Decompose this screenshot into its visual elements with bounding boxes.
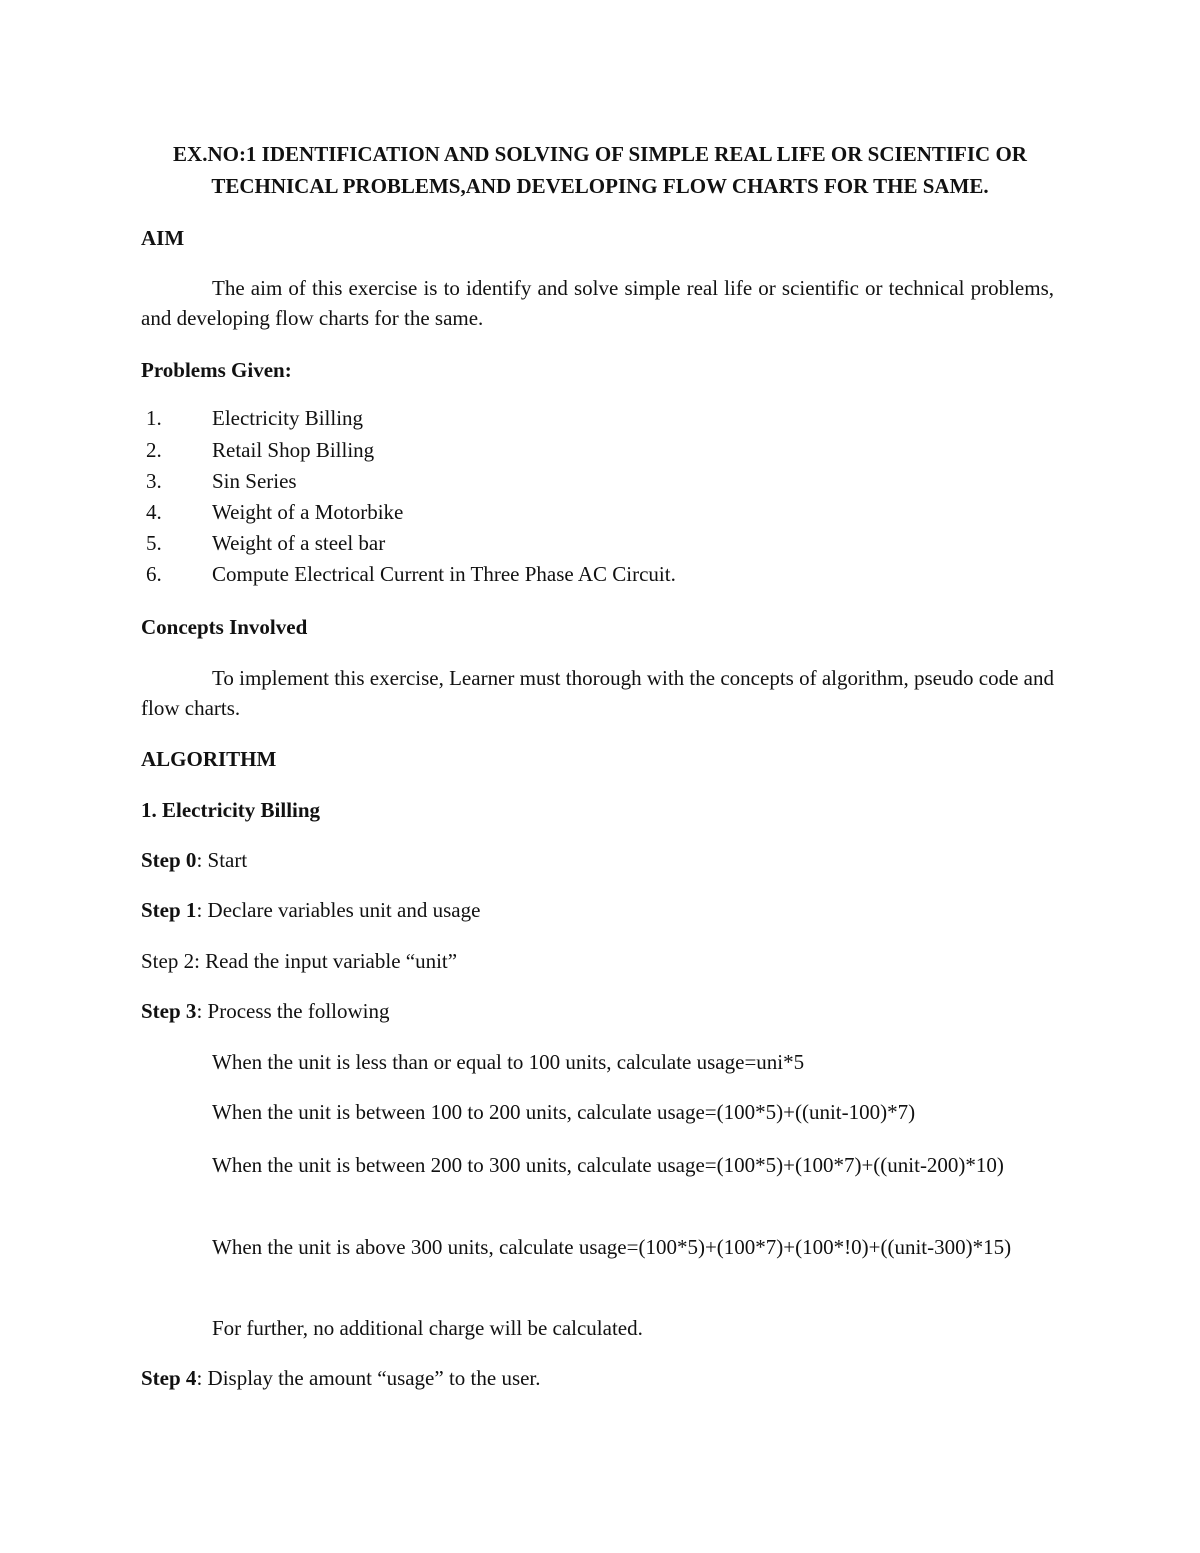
list-item <box>146 438 374 463</box>
condition-line: When the unit is between 200 to 300 units, calculate usage=(100*5)+(100*7)+((unit-200)*10) <box>212 1153 1004 1177</box>
list-text: Compute Electrical Current in Three Phase AC Circuit. <box>212 562 676 586</box>
list-text: Weight of a steel bar <box>212 531 386 555</box>
list-number: 1. <box>146 406 162 430</box>
list-text: Retail Shop Billing <box>212 438 375 462</box>
condition-line: For further, no additional charge will be calculated. <box>212 1316 643 1340</box>
list-item <box>146 469 297 494</box>
document-title-line-1: EX.NO:1 IDENTIFICATION AND SOLVING OF SIMPLE REAL LIFE OR SCIENTIFIC OR <box>173 142 1027 166</box>
list-item <box>146 406 363 431</box>
condition-line: When the unit is between 100 to 200 units, calculate usage=(100*5)+((unit-100)*7) <box>212 1100 916 1124</box>
list-text: Sin Series <box>212 469 297 493</box>
list-number: 4. <box>146 500 162 524</box>
concepts-paragraph: To implement this exercise, Learner must thorough with the concepts of algorithm, pseudo code and flow charts. <box>141 666 1054 720</box>
concepts-heading: Concepts Involved <box>141 615 308 639</box>
aim-paragraph: The aim of this exercise is to identify and solve simple real life or scientific or technical problems, and developing flow charts for the same. <box>141 276 1054 330</box>
step-label: Step 0 <box>141 848 197 872</box>
step-text: : Read the input variable “unit” <box>194 949 458 973</box>
aim-heading: AIM <box>141 226 185 250</box>
step-line <box>141 848 247 873</box>
step-label: Step 2 <box>141 949 195 973</box>
list-item <box>146 531 385 556</box>
step-line <box>141 999 390 1024</box>
step-line <box>141 1366 541 1391</box>
list-item <box>146 500 403 525</box>
algorithm-subheading: 1. Electricity Billing <box>141 798 321 822</box>
step-line <box>141 898 480 923</box>
list-item <box>146 562 676 587</box>
list-text: Electricity Billing <box>212 406 364 430</box>
step-text: : Start <box>196 848 248 872</box>
step-label: Step 1 <box>141 898 197 922</box>
step-text: : Process the following <box>196 999 390 1023</box>
step-text: : Display the amount “usage” to the user. <box>196 1366 541 1390</box>
problems-heading: Problems Given: <box>141 358 292 382</box>
step-label: Step 3 <box>141 999 197 1023</box>
list-number: 6. <box>146 562 162 586</box>
condition-line: When the unit is less than or equal to 100 units, calculate usage=uni*5 <box>212 1050 805 1074</box>
algorithm-heading: ALGORITHM <box>141 747 277 771</box>
step-text: : Declare variables unit and usage <box>196 898 481 922</box>
list-text: Weight of a Motorbike <box>212 500 404 524</box>
list-number: 2. <box>146 438 162 462</box>
condition-line: When the unit is above 300 units, calculate usage=(100*5)+(100*7)+(100*!0)+((unit-300)*15) <box>212 1235 1012 1259</box>
step-label: Step 4 <box>141 1366 197 1390</box>
list-number: 3. <box>146 469 162 493</box>
step-line <box>141 949 457 974</box>
list-number: 5. <box>146 531 162 555</box>
document-title-line-2: TECHNICAL PROBLEMS,AND DEVELOPING FLOW CHARTS FOR THE SAME. <box>211 174 989 198</box>
